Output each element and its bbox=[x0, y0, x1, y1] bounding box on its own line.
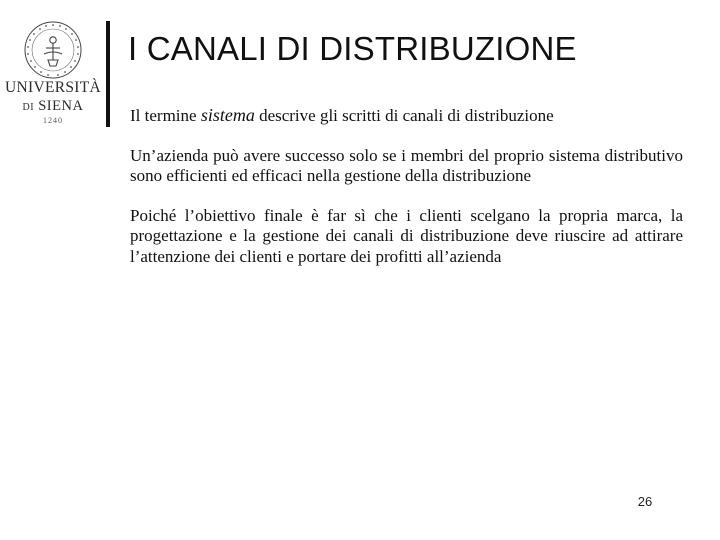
slide-title: I CANALI DI DISTRIBUZIONE bbox=[128, 30, 577, 67]
slide-body bbox=[130, 105, 683, 286]
paragraph-definition-after: descrive gli scritti di canali di distribuzione bbox=[254, 106, 554, 125]
university-founding-year: 1240 bbox=[43, 116, 63, 125]
paragraph-objective: Poiché l’obiettivo finale è far sì che i clienti scelgano la propria marca, la progettazione e la gestione dei canali di distribuzione deve riuscire ad attirare l’attenzione dei clienti e portare dei profitti all’azienda bbox=[130, 205, 683, 266]
university-name-siena: SIENA bbox=[38, 97, 84, 114]
paragraph-success: Un’azienda può avere successo solo se i membri del proprio sistema distributivo sono efficienti ed efficaci nella gestione della distribuzione bbox=[130, 145, 683, 185]
university-seal-icon bbox=[22, 20, 84, 80]
university-name bbox=[4, 80, 102, 125]
paragraph-definition bbox=[130, 105, 683, 127]
paragraph-definition-emphasis: sistema bbox=[200, 105, 255, 125]
university-name-line1: UNIVERSITÀ bbox=[5, 79, 101, 96]
paragraph-definition-before: Il termine bbox=[130, 106, 201, 125]
university-name-di: DI bbox=[22, 101, 35, 113]
university-name-line2 bbox=[4, 99, 102, 114]
title-divider-bar bbox=[106, 21, 110, 127]
page-number: 26 bbox=[637, 494, 653, 509]
university-logo bbox=[4, 20, 102, 124]
